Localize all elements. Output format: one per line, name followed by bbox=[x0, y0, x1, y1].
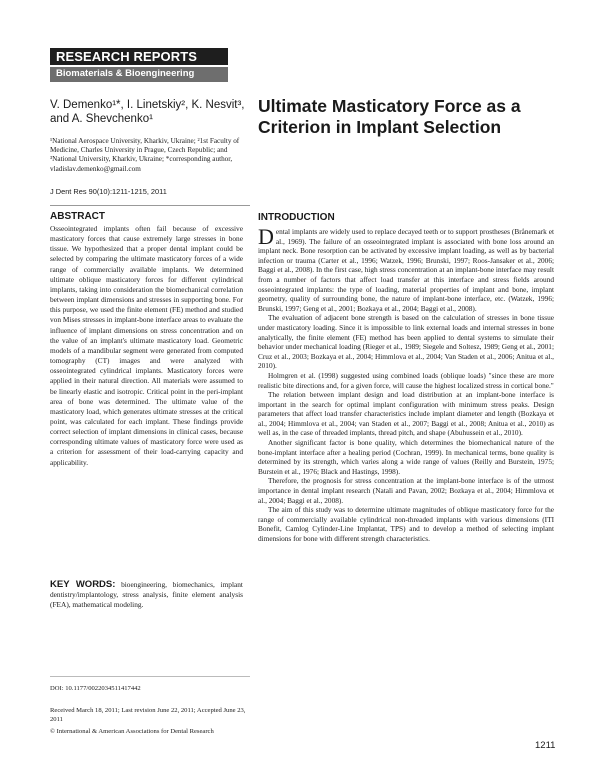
drop-cap: D bbox=[258, 224, 274, 249]
journal-citation: J Dent Res 90(10):1211-1215, 2011 bbox=[50, 187, 167, 196]
received-dates: Received March 18, 2011; Last revision June 22, 2011; Accepted June 23, 2011 bbox=[50, 707, 246, 723]
page-number: 1211 bbox=[535, 740, 556, 751]
author-line-1: V. Demenko¹*, I. Linetskiy², K. Nesvit³, bbox=[50, 99, 245, 111]
keywords bbox=[50, 580, 243, 610]
author-list bbox=[50, 98, 250, 126]
paragraph: Therefore, the prognosis for stress concentration at the implant-bone interface is of the utmost importance in dental implant research (Natali and Pavan, 2002; Bozkaya et al., 2004; Himmlova et al., 2004; Baggi et al., 2008). bbox=[258, 476, 554, 505]
divider bbox=[50, 205, 250, 206]
section-banner bbox=[50, 48, 228, 65]
paragraph: The aim of this study was to determine ultimate magnitudes of oblique masticatory force for the range of commercially available cylindrical non-threaded implants with various dimensions (ITI Bonefit, Camlog Cylinder-Line Implantat, TPS) and to develop a method of selecting implant dimensions for bone with different strength characteristics. bbox=[258, 505, 554, 543]
paragraph: Dental implants are widely used to replace decayed teeth or to support prostheses (Brånemark et al., 1969). The failure of an osseointegrated implant is associated with bone loss around an implant neck. Bone resorption can be activated by excessive implant loading, as well as by bacterial infection or trauma (Carter et al., 1996; Watzek, 1996; Brunski, 1997; Roos-Jansaker et al., 2006; Baggi et al., 2008). In the first case, high stress concentration at an implant-bone interface may result from a number of factors that affect load transfer at this interface and stress fields around osseointegrated implants: the type of loading, material properties of implant and bone, implant geometry, quality of surrounding bone, the nature of implant-bone interface, etc. (Watzek, 1996; Brunski, 1997; Geng et al., 2001; Bozkaya et al., 2004; Baggi et al., 2008). bbox=[258, 224, 554, 313]
paragraph: The relation between implant design and load distribution at an implant-bone interface is important in the search for optimal implant configuration with minimum stress peaks. Design parameters that affect load transfer characteristics include implant diameter and length (Bozkaya et al., 2004; Himmlova et al., 2004; van Staden et al., 2007; Baggi et al., 2008; Anitua et al., 2010) as well as, in the case of threaded implants, thread pitch, and shape (Abuhussein et al., 2010). bbox=[258, 390, 554, 438]
paragraph: Holmgren et al. (1998) suggested using combined loads (oblique loads) "since these are more realistic bite directions and, for a given force, will cause the highest localized stress in cortical bone." bbox=[258, 370, 554, 390]
introduction-body bbox=[258, 224, 554, 544]
doi: DOI: 10.1177/0022034511417442 bbox=[50, 685, 141, 692]
subsection-label: Biomaterials & Bioengineering bbox=[56, 68, 195, 79]
abstract-text: Osseointegrated implants often fail because of excessive masticatory forces that cause extremely large stresses in bone tissue. We hypothesized that a proper dental implant could be selected by comparing the ultimate masticatory forces of a wide range of commercially available implants. We determined ultimate oblique masticatory forces for different cylindrical implants, taking into consideration the biomechanical correlation between implant dimensions and stresses in supporting bone. For this purpose, we used the finite element (FE) method and studied von Mises stresses in implant-bone interface areas to evaluate the influence of implant dimensions on stress concentration and on the value of an implant's ultimate masticatory load. Geometric models of a mandibular segment were generated from computed tomography (CT) images and were analyzed with osseointegrated cylindrical implants. Masticatory forces were applied in their natural direction. All materials were assumed to be linearly elastic and isotropic. Critical point in the peri-implant area of bone was determined. The ultimate value of the masticatory load, which generates ultimate stresses at the critical point, was calculated for each implant. These findings provide correct selection of implant dimensions in clinical cases, because corresponding ultimate values of masticatory force were used as a criterion for assessment of their load-carrying capacity and applicability. bbox=[50, 224, 243, 467]
subsection-banner bbox=[50, 67, 228, 82]
author-line-2: and A. Shevchenko¹ bbox=[50, 113, 153, 125]
keywords-text: bioengineering, biomechanics, implant dentistry/implantology, stress analysis, finite element analysis (FEA), mathematical modeling. bbox=[50, 580, 243, 610]
copyright: © International & American Associations for Dental Research bbox=[50, 728, 214, 735]
paragraph: Another significant factor is bone quality, which determines the biomechanical nature of the bone-implant interface after a healing period (Cochran, 1999). In mechanical terms, bone quality is determined by its strength, which varies along a wide range of values (Reilly and Burstein, 1975; Burstein et al., 1976; Black and Hastings, 1998). bbox=[258, 438, 554, 476]
abstract-heading: ABSTRACT bbox=[50, 211, 105, 222]
keywords-label: KEY WORDS: bbox=[50, 579, 116, 590]
section-label: RESEARCH REPORTS bbox=[56, 49, 198, 64]
introduction-heading: INTRODUCTION bbox=[258, 212, 335, 223]
paragraph: The evaluation of adjacent bone strength is based on the calculation of stresses in bone tissue under masticatory loading. Since it is impossible to link external loads and internal stresses in bone analytically, the finite element (FE) method has been applied to dental systems to simulate their behavior under mechanical loading (Rieger et al., 1989; Siegele and Soltesz, 1989; Geng et al., 2001; Cruz et al., 2003; Bozkaya et al., 2004; Himmlova et al., 2004; Van Staden et al., 2006; Anitua et al., 2010). bbox=[258, 313, 554, 371]
article-title: Ultimate Masticatory Force as a Criterion in Implant Selection bbox=[258, 96, 521, 137]
divider bbox=[50, 676, 250, 677]
affiliations: ¹National Aerospace University, Kharkiv, Ukraine; ²1st Faculty of Medicine, Charles University in Prague, Czech Republic; and ³National University, Kharkiv, Ukraine; *corresponding author, vladislav.demenko@gmail.com bbox=[50, 137, 240, 173]
